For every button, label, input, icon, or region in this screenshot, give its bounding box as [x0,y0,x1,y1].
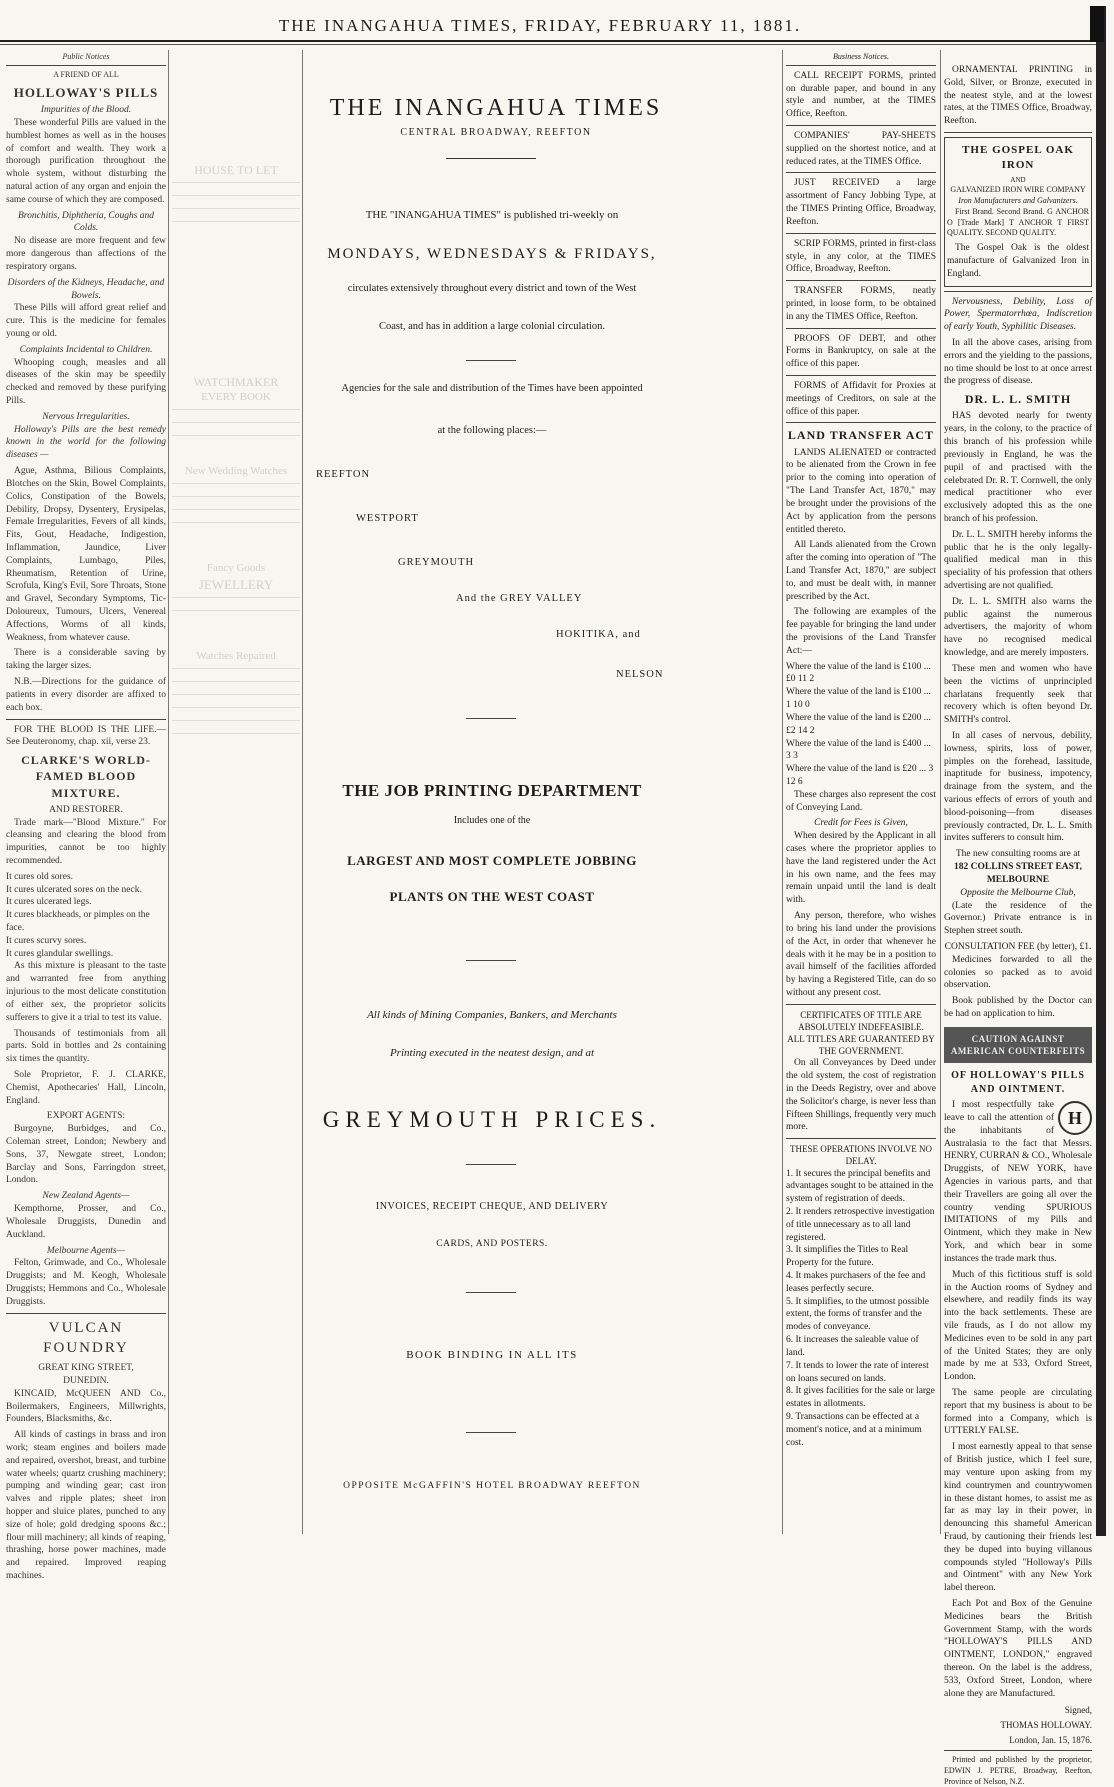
divider [6,1313,166,1314]
cure-list [6,871,166,961]
ad-paragraph: No disease are more frequent and few more dangerous than affections of the respiratory organs. [6,236,166,272]
ad-subhead: Iron Manufacturers and Galvanizers. [958,195,1078,205]
signature-date: London, Jan. 15, 1876. [1009,1734,1092,1745]
place-hokitika: HOKITIKA, and [556,629,641,640]
ad-paragraph: (Late the residence of the Governor.) Private entrance is in Stephen street south. [944,900,1092,937]
ad-subhead: AND RESTORER. [49,804,123,815]
ad-paragraph: Medicines forwarded to all the colonies so packed as to avoid observation. [944,954,1092,991]
divider [944,132,1092,133]
cure-item: It cures blackheads, or pimples on the face. [6,910,150,934]
fee-row: Where the value of the land is £200 ... £2 14 2 [786,712,931,736]
divider [944,1750,1092,1751]
place-grey-valley: And the GREY VALLEY [456,593,583,604]
printing-line: Printing executed in the neatest design, and at [389,1047,595,1059]
notice-item: JUST RECEIVED a large assortment of Fancy Jobbing Type, at the TIMES Printing Office, Broadway, Reefton. [786,178,936,227]
ad-paragraph: Dr. L. L. SMITH also warns the public against the numerous advertisers, the majority of whom have no recognised medical knowledge, and are merely imposters. [944,596,1092,659]
ad-paragraph: I most respectfully take leave to call the attention of the inhabitants of Australasia to the fact that Messrs. HENRY, CURRAN & CO., Wholesale Druggists, of NEW YORK, have Agencies in various parts, and that their Travellers are going all over the country vending SPURIOUS IMITATIONS of my Pills and Ointment, which they make in New York, and which bear in some instances the trade mark thus. [944,1100,1092,1264]
ad-subhead: Nervous Irregularities. [42,411,130,422]
ad-paragraph: I most earnestly appeal to that sense of British justice, which I feel sure, may venture upon asking from my kind countrymen and countrywomen in these distant homes, to assist me as far as may lay in their power, in denouncing this shameful American Fraud, by cautioning their friends lest they be duped into buying villanous compounds styled "Holloway's Pills and Ointment" with any New York label thereon. [944,1442,1092,1594]
ad-paragraph: In all the above cases, arising from errors and the yielding to the passions, no time should be lost to at once arrest the progress of disease. [944,338,1092,387]
ad-paragraph: These charges also represent the cost of Conveying Land. [786,789,936,813]
signature-name: THOMAS HOLLOWAY. [1000,1719,1092,1730]
greymouth-prices: GREYMOUTH PRICES. [322,1107,662,1132]
ad-subhead: EXPORT AGENTS: [46,1111,126,1122]
ad-paragraph: Holloway's Pills are the best remedy known in the world for the following diseases — [6,424,166,461]
ad-subhead: New Zealand Agents— [42,1191,130,1202]
caution-banner: CAUTION AGAINST AMERICAN COUNTERFEITS [944,1027,1092,1063]
cure-item: It cures ulcerated sores on the neck. [6,884,142,895]
advantage-item: 7. It tends to lower the rate of interest on loans secured on lands. [786,1360,929,1384]
ad-subhead: Complaints Incidental to Children. [19,344,153,355]
circulation-line: Coast, and has in addition a large colonial circulation. [378,321,606,332]
faded-heading: Watches Repaired [196,650,276,663]
ad-paragraph: The same people are circulating report that my business is about to be formed into a Company, which is UTTERLY FALSE. [944,1388,1092,1437]
ad-paragraph: HAS devoted nearly for twenty years, in the colony, to the practice of this branch of his profession while previously in England, he was the pupil of and practised with the celebrated Dr. R. T. Cornwell, the only medical practitioner who ever exclusively adopted this as the one branch of his profession. [944,411,1092,524]
ad-paragraph: All kinds of castings in brass and iron work; steam engines and boilers made and repaired, overshot, breast, and turbine water wheels; quartz crushing machinery; pumping and winding gear; cast iron valves and ripple plates; sheet iron hopper and sluice plates, punched to any size of hole; gold dredging spoons &c.; flour mill machinery; all kinds of reaping, thrashing, horse power machines, made and repaired. Improved reaping machines. [6,1430,166,1582]
masthead-rule [0,40,1100,42]
ad-subhead: GREAT KING STREET, [38,1363,134,1374]
brand-line: First Brand. Second Brand. G ANCHOR O [Trade Mark] T ANCHOR T FIRST QUALITY. SECOND QUALITY. [947,206,1089,238]
faded-heading: EVERY BOOK [201,391,271,404]
advantage-item: 3. It simplifies the Titles to Real Property for the future. [786,1245,909,1269]
circulation-line: circulates extensively throughout every district and town of the West [347,283,637,294]
office-address: OPPOSITE McGAFFIN'S HOTEL BROADWAY REEFTON [343,1481,641,1491]
ad-paragraph: As this mixture is pleasant to the taste and warranted free from anything injurious to the most delicate constitution of either sex, the proprietor solicits sufferers to give it a trial to test its value. [6,961,166,1023]
consulting-address: 182 COLLINS STREET EAST, MELBOURNE [954,862,1082,885]
ad-subhead: Disorders of the Kidneys, Headache, and Bowels. [7,277,165,301]
notice-item: CALL RECEIPT FORMS, printed on durable paper, and bound in any style and number, at the TIMES Office, Reefton. [786,70,936,120]
faded-heading: JEWELLERY [198,576,274,592]
notice-item: COMPANIES' PAY-SHEETS supplied on the shortest notice, and at reduced rates, at the TIMES Office. [786,131,936,167]
place-nelson: NELSON [616,669,664,680]
ad-title: THE GOSPEL OAK IRON [962,144,1074,171]
ad-note: There is a considerable saving by taking the larger sizes. [6,648,166,672]
divider [466,960,516,961]
ad-paragraph: All Lands alienated from the Crown after the coming into operation of "The Land Transfer Act, 1870," are subject to, and must be dealt with, in manner prescribed by the Act. [786,540,936,602]
column-right [944,52,1092,1786]
ad-title: CLARKE'S WORLD-FAMED BLOOD MIXTURE. [21,753,151,800]
ad-kicker: A FRIEND OF ALL [53,69,119,79]
ad-subhead: THESE OPERATIONS INVOLVE NO DELAY. [790,1144,932,1167]
ad-note: N.B.—Directions for the guidance of patients in every disorder are affixed to each box. [6,677,166,713]
publication-line: THE "INANGAHUA TIMES" is published tri-weekly on [365,209,619,221]
masthead: THE INANGAHUA TIMES, FRIDAY, FEBRUARY 11, 1881. [278,16,802,35]
fee-table [786,661,936,789]
advantage-item: 1. It secures the principal benefits and advantages sought to be attained in the system of registration of deeds. [786,1168,934,1205]
cure-item: It cures ulcerated legs. [6,897,92,908]
ad-paragraph: These Pills will afford great relief and cure. This is the medicine for females young or old. [6,303,166,339]
plants-line: PLANTS ON THE WEST COAST [389,889,595,904]
cure-item: It cures glandular swellings. [6,948,114,959]
ad-paragraph: The following are examples of the fee payable for bringing the land under the provisions of the Land Transfer Act:— [786,607,936,656]
ad-subhead: CERTIFICATES OF TITLE ARE ABSOLUTELY INDEFEASIBLE. [798,1009,924,1032]
paper-address: CENTRAL BROADWAY, REEFTON [400,127,592,138]
fee-row: Where the value of the land is £20 ... 3 12 6 [786,764,934,787]
ad-subhead: GALVANIZED IRON WIRE COMPANY [950,185,1086,195]
ad-paragraph: Kempthorne, Prosser, and Co., Wholesale Druggists, Dunedin and Auckland. [6,1204,166,1240]
column-public-notices [6,52,166,1582]
ad-title: VULCAN FOUNDRY [43,1319,129,1356]
ad-subhead: The new consulting rooms are at [955,849,1081,860]
page-edge [1096,6,1106,1536]
divider [466,1164,516,1165]
cure-item: It cures scurvy sores. [6,935,87,946]
notice-item: TRANSFER FORMS, neatly printed, in loose form, to be obtained in any the TIMES Office, Reefton. [786,286,936,322]
ad-paragraph: KINCAID, McQUEEN AND Co., Boilermakers, Engineers, Millwrights, Founders, Blacksmiths, &c. [6,1388,166,1425]
section-header: Public Notices [6,52,166,66]
ad-paragraph: These men and women who have been the victims of unprincipled charlatans frequently seek that recovery which is often beyond Dr. SMITH's control. [944,663,1092,726]
ad-subhead: ALL TITLES ARE GUARANTEED BY THE GOVERNMENT. [787,1034,935,1057]
book-binding-line: BOOK BINDING IN ALL ITS [406,1349,578,1361]
agencies-line: Agencies for the sale and distribution of the Times have been appointed [341,383,643,394]
ad-title: HOLLOWAY'S PILLS [13,84,159,100]
fee-row: Where the value of the land is £100 ... 1 10 0 [786,687,931,711]
divider [466,718,516,719]
trade-mark-roundel-icon: H [1058,1101,1092,1135]
ad-paragraph: On all Conveyances by Deed under the old system, the cost of registration in the Deeds Registry, over and above the Solicitor's charge, is never less than Fifteen Shillings, frequently very much more. [786,1058,936,1133]
column-business-notices [786,52,936,1532]
advantage-item: 9. Transactions can be effected at a moment's notice, and at a minimum cost. [786,1411,922,1448]
place-reefton: REEFTON [316,469,371,480]
divider [786,375,936,376]
ad-paragraph: Felton, Grimwade, and Co., Wholesale Druggists; and M. Keogh, Wholesale Druggists; Hemmons and Co., Wholesale Druggists. [6,1258,166,1307]
ad-paragraph: The Gospel Oak is the oldest manufacture of Galvanized Iron in England. [947,243,1089,279]
place-westport: WESTPORT [356,513,419,524]
ad-paragraph: LANDS ALIENATED or contracted to be alienated from the Crown in fee prior to the coming into operation of "The Land Transfer Act, 1870," may be brought under the provisions of the Act by application from the persons entitled thereto. [786,447,936,535]
ad-subhead: Impurities of the Blood. [40,105,132,116]
ad-paragraph: Dr. L. L. SMITH hereby informs the public that he is the only legally-qualified medical man in this speciality of his profession that others advertising are not qualified. [944,529,1092,592]
ad-subhead: AND [1010,175,1026,184]
divider [786,280,936,281]
divider [466,1292,516,1293]
masthead-rule-thin [0,44,1100,45]
ad-subhead: Melbourne Agents— [46,1245,126,1256]
notice-item: SCRIP FORMS, printed in first-class style, in any color, at the TIMES Office, Broadway, Reefton. [786,238,936,275]
job-printing-heading: THE JOB PRINTING DEPARTMENT [342,781,642,800]
faded-heading: Fancy Goods [206,562,266,575]
ad-proprietor: Sole Proprietor, F. J. CLARKE, Chemist, Apothecaries' Hall, Lincoln, England. [6,1069,166,1106]
ornament-rule [446,158,536,159]
place-greymouth: GREYMOUTH [398,557,475,568]
ad-paragraph: When desired by the Applicant in all cases where the proprietor applies to have the land registered under the Act in his own name, and the fees may remain unpaid until the land is dealt with. [786,831,936,906]
ad-lead: Nervousness, Debility, Loss of Power, Spermatorrhœa, Indiscretion of early Youth, Syphilitic Diseases. [944,296,1092,333]
ad-paragraph: Each Pot and Box of the Genuine Medicines bears the British Government Stamp, with the words "HOLLOWAY'S PILLS AND OINTMENT, LONDON," engraved thereon. On the label is the address, 533, Oxford Street, London, where alone they are Manufactured. [944,1599,1092,1699]
fee-row: Where the value of the land is £400 ... 3 3 [786,738,931,762]
fee-row: Where the value of the land is £100 ... £0 11 2 [786,661,931,685]
consultation-fee: CONSULTATION FEE (by letter), £1. [944,941,1092,952]
cards-line: CARDS, AND POSTERS. [436,1239,548,1249]
ad-paragraph: Burgoyne, Burbidges, and Co., Coleman street, London; Newbery and Sons, 37, Newgate street, London; Barclay and Sons, Farringdon street, London. [6,1124,166,1186]
notice-item: PROOFS OF DEBT, and other Forms in Bankruptcy, on sale at the office of this paper. [786,333,936,370]
clients-line: All kinds of Mining Companies, Bankers, and Merchants [367,1009,617,1021]
divider [466,1432,516,1433]
divider [786,172,936,173]
advantage-item: 5. It simplifies, to the utmost possible extent, the forms of transfer and the modes of conveyance. [786,1296,930,1333]
ad-paragraph: Any person, therefore, who wishes to bring his land under the provisions of the Act, in order that whenever he deals with it he may be in a position to avail himself of the facilities afforded by having a Registered Title, can do so without any present cost. [786,911,936,998]
divider [786,1138,936,1139]
ad-paragraph: Much of this fictitious stuff is sold in the Auction rooms of Sydney and elsewhere, and readily finds its way into the back settlements. These are vile frauds, as I do not allow my Medicines even to be sold in any part of the United States; they are only made by me at 533, Oxford Street, London. [944,1269,1092,1383]
ad-subhead: Opposite the Melbourne Club, [960,887,1076,898]
column-rule [302,50,303,1534]
divider [786,1004,936,1005]
ad-subhead: Credit for Fees is Given, [814,818,908,829]
ad-lead: FOR THE BLOOD IS THE LIFE.—See Deuteronomy, chap. xii, verse 23. [6,724,166,748]
advantage-item: 4. It makes purchasers of the fee and leases perfectly secure. [786,1271,926,1294]
divider [786,125,936,126]
divider [944,291,1092,292]
faded-heading: New Wedding Watches [184,465,288,478]
publication-days: MONDAYS, WEDNESDAYS & FRIDAYS, [327,246,657,262]
ad-title: DR. L. L. SMITH [964,392,1072,407]
section-header: Business Notices. [786,52,936,66]
divider [786,422,936,423]
divider [466,360,516,361]
ad-title: OF HOLLOWAY'S PILLS AND OINTMENT. [951,1070,1085,1095]
column-rule [940,50,941,1534]
faded-heading: WATCHMAKER [193,375,279,390]
disease-list: Ague, Asthma, Bilious Complaints, Blotches on the Skin, Bowel Complaints, Colics, Constipation of the Bowels, Debility, Dropsy, Dysentery, Erysipelas, Female Irregularities, Fevers of all kinds, Fits, Gout, Headache, Indigestion, Inflammation, Jaundice, Liver Complaints, Lumbago, Piles, Rheumatism, Retention of Urine, Scrofula, King's Evil, Sore Throats, Stone and Gravel, Secondary Symptoms, Tic-Doloureux, Tumours, Ulcers, Venereal Affections, Worms of all kinds, Weakness, from whatever cause. [6,466,166,643]
land-transfer-title: LAND TRANSFER ACT [787,428,935,443]
ad-subhead: DUNEDIN. [63,1375,109,1386]
notice-item: FORMS of Affidavit for Proxies at meetings of Creditors, on sale at the office of this paper. [786,381,936,417]
ad-paragraph: Whooping cough, measles and all diseases of the skin may be speedily checked and removed by these purifying Pills. [6,357,166,407]
ad-paragraph: Thousands of testimonials from all parts. Sold in bottles and 2s containing six times the quantity. [6,1028,166,1065]
column-rule [168,50,169,1534]
paper-title: THE INANGAHUA TIMES [329,95,663,121]
column-rule [782,50,783,1534]
largest-line: LARGEST AND MOST COMPLETE JOBBING [347,853,637,868]
ad-subhead: Bronchitis, Diphtheria, Coughs and Colds. [17,210,155,234]
column-faded [172,52,300,1532]
advantage-item: 6. It increases the saleable value of land. [786,1335,919,1358]
divider [786,328,936,329]
imprint: Printed and published by the proprietor, EDWIN J. PETRE, Broadway, Reefton, Province of Nelson, N.Z. [944,1754,1092,1786]
includes-line: Includes one of the [453,815,531,826]
edge-block [1090,6,1104,42]
advantage-item: 2. It renders retrospective investigation of title unnecessary as to all land registered. [786,1206,935,1243]
advantage-item: 8. It gives facilities for the sale or large estates in allotments. [786,1386,935,1410]
invoices-line: INVOICES, RECEIPT CHEQUE, AND DELIVERY [375,1201,609,1212]
ad-paragraph: Trade mark—"Blood Mixture." For cleansing and clearing the blood from impurities, cannot be too highly recommended. [6,817,166,866]
advantage-list [786,1168,936,1450]
divider [786,233,936,234]
ad-paragraph: In all cases of nervous, debility, lowness, spirits, loss of power, pimples on the forehead, lassitude, inaptitude for business, impotency, drainage from the system, and the various effects of errors of youth and blood-poisoning—from diseases previously contracted, Dr. L. L. Smith invites sufferers to consult him. [944,730,1092,844]
ad-paragraph: Book published by the Doctor can be had on application to him. [944,996,1092,1020]
gospel-oak-ad [944,137,1092,287]
divider [6,719,166,720]
cure-item: It cures old sores. [6,871,74,882]
ad-paragraph: These wonderful Pills are valued in the humblest homes as well as in the houses of comfort and wealth. They work a thorough purification throughout the whole system, without disturbing the natural action of any organ and enjoin the same course of which they are composed. [6,117,166,205]
notice-item: ORNAMENTAL PRINTING in Gold, Silver, or Bronze, executed in the neatest style, and at the lowest rates, at the TIMES Office, Broadway, Reefton. [944,65,1092,127]
faded-heading: HOUSE TO LET [194,163,278,177]
places-intro: at the following places:— [437,425,547,436]
column-times-ad [306,52,678,1532]
signature-label: Signed, [1064,1704,1092,1715]
